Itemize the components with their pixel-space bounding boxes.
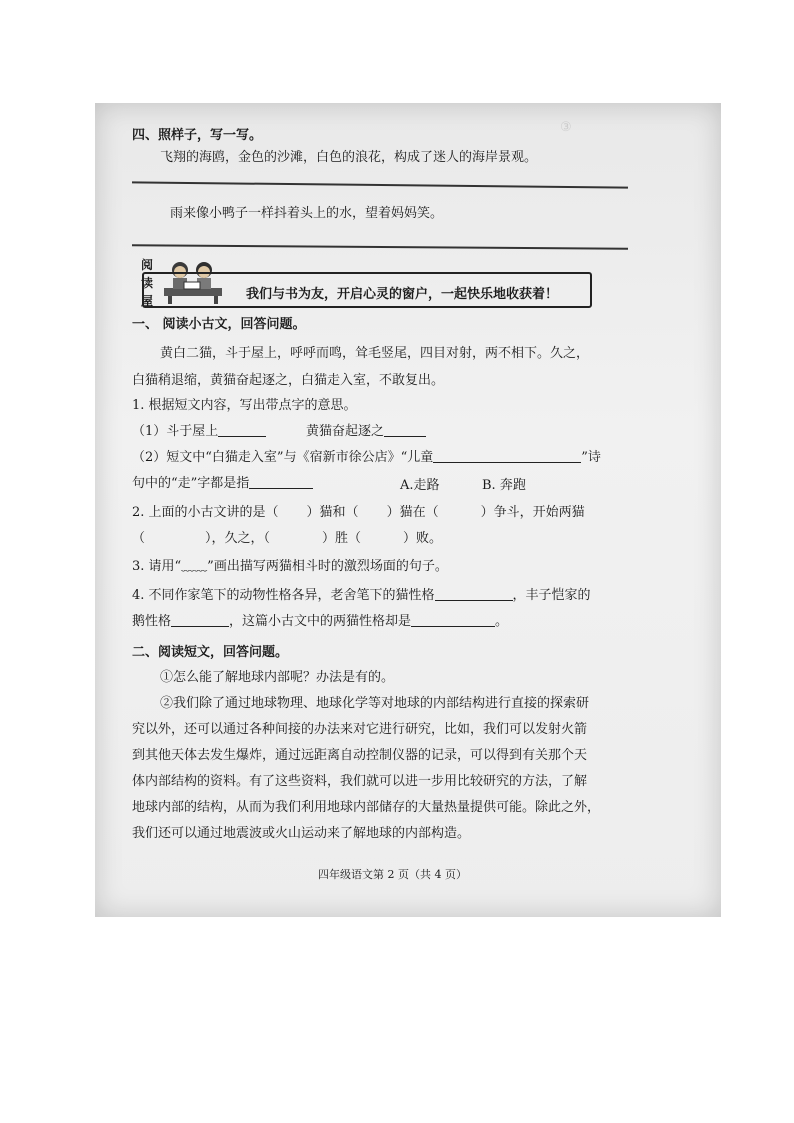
question-2-text: 2. 上面的小古文讲的是（ xyxy=(132,505,279,520)
part2-paragraph-line: 究以外，还可以通过各种间接的办法来对它进行研究，比如，我们可以发射火箭 xyxy=(132,722,588,737)
question-1b xyxy=(306,420,426,439)
question-4-text: 4. 不同作家笔下的动物性格各异，老舍笔下的猫性格 xyxy=(132,588,435,603)
answer-blank[interactable] xyxy=(435,587,513,601)
answer-blank[interactable] xyxy=(218,423,266,437)
question-1a xyxy=(132,420,266,439)
option-b[interactable]: B. 奔跑 xyxy=(482,478,526,493)
option-a[interactable]: A.走路 xyxy=(400,478,440,493)
question-2-text: ）败。 xyxy=(403,531,443,546)
question-1c-line2 xyxy=(132,472,313,491)
passage-line: 白猫稍退缩，黄猫奋起逐之，白猫走入室，不敢复出。 xyxy=(132,373,445,388)
question-4-text: 鹅性格 xyxy=(132,614,172,629)
section4-heading: 四、照样子，写一写。 xyxy=(132,128,263,143)
question-4-line2 xyxy=(132,610,508,629)
question-1a-text: （1）斗于屋上 xyxy=(132,424,219,439)
part2-heading: 二、阅读短文，回答问题。 xyxy=(132,645,289,660)
answer-blank[interactable] xyxy=(171,613,229,627)
part2-paragraph-line: 到其他天体去发生爆炸，通过远距离自动控制仪器的记录，可以得到有关那个天 xyxy=(132,748,588,763)
question-4-text: ，这篇小古文中的两猫性格却是 xyxy=(229,614,412,629)
question-1c xyxy=(132,446,601,465)
question-4 xyxy=(132,584,591,603)
passage-line: 黄白二猫，斗于屋上，呼呼而鸣，耸毛竖尾，四目对射，两不相下。久之， xyxy=(160,346,590,361)
question-2-text: （ xyxy=(132,531,146,546)
question-1c-text: （2）短文中“白猫走入室”与《宿新市徐公店》“儿童 xyxy=(132,450,434,465)
question-4-text: ，丰子恺家的 xyxy=(512,588,591,603)
question-2-text: ）争斗，开始两猫 xyxy=(480,505,585,520)
answer-blank[interactable] xyxy=(411,613,495,627)
section4-example: 飞翔的海鸥，金色的沙滩，白色的浪花，构成了迷人的海岸景观。 xyxy=(160,150,538,165)
question-2-text: ）胜（ xyxy=(322,531,362,546)
question-2 xyxy=(132,501,585,520)
answer-blank[interactable] xyxy=(384,423,426,437)
question-1c-text: ”诗 xyxy=(581,450,601,465)
reading-house-label: 阅读屋 xyxy=(140,258,153,308)
reading-banner-text: 我们与书为友，开启心灵的窗户，一起快乐地收获着！ xyxy=(246,287,559,302)
page-footer: 四年级语文第 2 页（共 4 页） xyxy=(318,868,467,881)
question-2-text: ）猫和（ xyxy=(306,505,359,520)
question-1: 1. 根据短文内容，写出带点字的意思。 xyxy=(132,398,357,413)
question-1b-text: 黄猫奋起逐之 xyxy=(306,424,385,439)
answer-blank[interactable] xyxy=(249,475,313,489)
question-3: 3. 请用“﹏﹏”画出描写两猫相斗时的激烈场面的句子。 xyxy=(132,559,448,574)
part2-paragraph-line: 地球内部的结构，从而为我们利用地球内部储存的大量热量提供可能。除此之外， xyxy=(132,800,601,815)
part2-paragraph-1: ①怎么能了解地球内部呢？办法是有的。 xyxy=(160,670,395,685)
question-2-text: ）猫在（ xyxy=(386,505,439,520)
question-2-line2 xyxy=(132,527,442,546)
part2-paragraph-line: 体内部结构的资料。有了这些资料，我们就可以进一步用比较研究的方法，了解 xyxy=(132,774,588,789)
question-2-text: ），久之，（ xyxy=(205,531,271,546)
part2-paragraph-line: 我们还可以通过地震波或火山运动来了解地球的内部构造。 xyxy=(132,826,471,841)
bleed-through-text: ③ xyxy=(560,120,572,135)
answer-blank[interactable] xyxy=(433,449,581,463)
question-1c-text: 句中的“走”字都是指 xyxy=(132,476,250,491)
part2-paragraph-line: ②我们除了通过地球物理、地球化学等对地球的内部结构进行直接的探索研 xyxy=(160,696,590,711)
question-4-text: 。 xyxy=(495,614,509,629)
part1-heading: 一、 阅读小古文，回答问题。 xyxy=(132,317,306,332)
section4-prompt: 雨来像小鸭子一样抖着头上的水，望着妈妈笑。 xyxy=(170,206,444,221)
